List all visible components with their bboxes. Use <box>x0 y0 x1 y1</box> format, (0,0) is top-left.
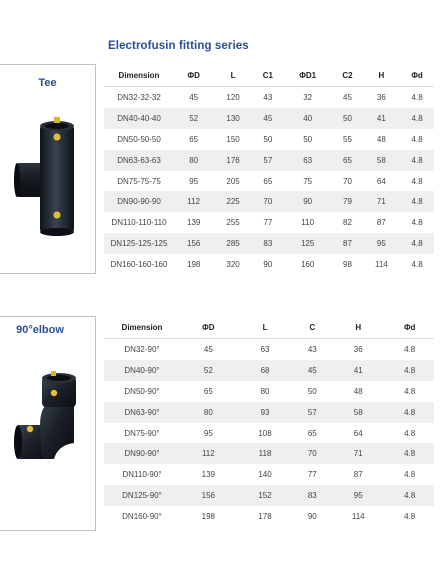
value-cell: 4.8 <box>400 171 434 192</box>
dimension-cell: DN125-125-125 <box>104 233 174 254</box>
tee-header-row <box>104 64 434 87</box>
column-header: Dimension <box>104 316 180 339</box>
dimension-cell: DN63-90° <box>104 402 180 423</box>
dimension-cell: DN32-90° <box>104 339 180 360</box>
elbow-header-row <box>104 316 434 339</box>
value-cell: 156 <box>174 233 213 254</box>
value-cell: 64 <box>363 171 401 192</box>
value-cell: 152 <box>237 485 294 506</box>
value-cell: 4.8 <box>385 464 434 485</box>
value-cell: 82 <box>332 212 362 233</box>
column-header: Φd <box>400 64 434 87</box>
value-cell: 65 <box>293 423 331 444</box>
dimension-cell: DN40-90° <box>104 360 180 381</box>
page-title: Electrofusin fitting series <box>108 40 249 52</box>
value-cell: 178 <box>237 506 294 527</box>
table-row <box>104 506 434 527</box>
value-cell: 4.8 <box>385 506 434 527</box>
value-cell: 4.8 <box>385 423 434 444</box>
value-cell: 52 <box>174 108 213 129</box>
value-cell: 70 <box>293 443 331 464</box>
column-header: ΦD1 <box>283 64 333 87</box>
dimension-cell: DN63-63-63 <box>104 150 174 171</box>
value-cell: 205 <box>213 171 252 192</box>
value-cell: 95 <box>363 233 401 254</box>
value-cell: 4.8 <box>400 129 434 150</box>
value-cell: 80 <box>180 402 237 423</box>
dimension-cell: DN125-90° <box>104 485 180 506</box>
value-cell: 198 <box>174 254 213 275</box>
elbow-panel <box>0 316 96 531</box>
table-row <box>104 360 434 381</box>
value-cell: 320 <box>213 254 252 275</box>
tee-panel <box>0 64 96 274</box>
column-header: H <box>363 64 401 87</box>
value-cell: 63 <box>237 339 294 360</box>
value-cell: 110 <box>283 212 333 233</box>
value-cell: 45 <box>253 108 283 129</box>
value-cell: 50 <box>293 381 331 402</box>
value-cell: 79 <box>332 191 362 212</box>
value-cell: 70 <box>253 191 283 212</box>
value-cell: 4.8 <box>400 233 434 254</box>
column-header: C1 <box>253 64 283 87</box>
value-cell: 130 <box>213 108 252 129</box>
elbow-fitting-image <box>14 367 80 479</box>
value-cell: 285 <box>213 233 252 254</box>
value-cell: 36 <box>331 339 385 360</box>
value-cell: 70 <box>332 171 362 192</box>
column-header: L <box>213 64 252 87</box>
dimension-cell: DN90-90-90 <box>104 191 174 212</box>
table-row <box>104 233 434 254</box>
value-cell: 93 <box>237 402 294 423</box>
dimension-cell: DN32-32-32 <box>104 87 174 108</box>
value-cell: 43 <box>253 87 283 108</box>
value-cell: 68 <box>237 360 294 381</box>
table-row <box>104 108 434 129</box>
value-cell: 4.8 <box>400 150 434 171</box>
value-cell: 48 <box>363 129 401 150</box>
table-row <box>104 402 434 423</box>
dimension-cell: DN40-40-40 <box>104 108 174 129</box>
value-cell: 139 <box>174 212 213 233</box>
value-cell: 90 <box>253 254 283 275</box>
value-cell: 255 <box>213 212 252 233</box>
value-cell: 4.8 <box>400 108 434 129</box>
table-row <box>104 87 434 108</box>
value-cell: 41 <box>331 360 385 381</box>
value-cell: 4.8 <box>400 191 434 212</box>
value-cell: 90 <box>293 506 331 527</box>
value-cell: 95 <box>174 171 213 192</box>
value-cell: 43 <box>293 339 331 360</box>
value-cell: 225 <box>213 191 252 212</box>
value-cell: 80 <box>237 381 294 402</box>
value-cell: 112 <box>180 443 237 464</box>
value-cell: 71 <box>331 443 385 464</box>
value-cell: 150 <box>213 129 252 150</box>
value-cell: 36 <box>363 87 401 108</box>
value-cell: 98 <box>332 254 362 275</box>
value-cell: 77 <box>253 212 283 233</box>
value-cell: 41 <box>363 108 401 129</box>
value-cell: 83 <box>293 485 331 506</box>
value-cell: 95 <box>331 485 385 506</box>
value-cell: 4.8 <box>385 339 434 360</box>
value-cell: 58 <box>363 150 401 171</box>
column-header: L <box>237 316 294 339</box>
value-cell: 77 <box>293 464 331 485</box>
value-cell: 140 <box>237 464 294 485</box>
value-cell: 125 <box>283 233 333 254</box>
value-cell: 120 <box>213 87 252 108</box>
value-cell: 4.8 <box>385 443 434 464</box>
dimension-cell: DN90-90° <box>104 443 180 464</box>
value-cell: 45 <box>174 87 213 108</box>
dimension-cell: DN50-90° <box>104 381 180 402</box>
value-cell: 57 <box>293 402 331 423</box>
value-cell: 114 <box>331 506 385 527</box>
value-cell: 65 <box>253 171 283 192</box>
table-row <box>104 171 434 192</box>
value-cell: 50 <box>332 108 362 129</box>
dimension-cell: DN75-90° <box>104 423 180 444</box>
table-row <box>104 191 434 212</box>
value-cell: 48 <box>331 381 385 402</box>
value-cell: 50 <box>253 129 283 150</box>
value-cell: 95 <box>180 423 237 444</box>
table-row <box>104 443 434 464</box>
tee-spec-table <box>104 64 434 275</box>
column-header: C <box>293 316 331 339</box>
value-cell: 118 <box>237 443 294 464</box>
value-cell: 57 <box>253 150 283 171</box>
value-cell: 87 <box>363 212 401 233</box>
dimension-cell: DN50-50-50 <box>104 129 174 150</box>
value-cell: 4.8 <box>385 381 434 402</box>
table-row <box>104 381 434 402</box>
value-cell: 45 <box>332 87 362 108</box>
value-cell: 4.8 <box>400 212 434 233</box>
value-cell: 87 <box>331 464 385 485</box>
value-cell: 45 <box>180 339 237 360</box>
value-cell: 139 <box>180 464 237 485</box>
table-row <box>104 423 434 444</box>
dimension-cell: DN75-75-75 <box>104 171 174 192</box>
column-header: ΦD <box>174 64 213 87</box>
column-header: H <box>331 316 385 339</box>
value-cell: 65 <box>332 150 362 171</box>
value-cell: 4.8 <box>385 360 434 381</box>
value-cell: 4.8 <box>400 254 434 275</box>
value-cell: 198 <box>180 506 237 527</box>
tee-label: Tee <box>38 77 57 89</box>
value-cell: 176 <box>213 150 252 171</box>
value-cell: 65 <box>174 129 213 150</box>
table-row <box>104 212 434 233</box>
value-cell: 71 <box>363 191 401 212</box>
value-cell: 58 <box>331 402 385 423</box>
value-cell: 40 <box>283 108 333 129</box>
value-cell: 50 <box>283 129 333 150</box>
value-cell: 156 <box>180 485 237 506</box>
value-cell: 55 <box>332 129 362 150</box>
tee-fitting-image <box>14 105 84 245</box>
table-row <box>104 254 434 275</box>
value-cell: 63 <box>283 150 333 171</box>
value-cell: 4.8 <box>385 402 434 423</box>
elbow-label: 90°elbow <box>16 324 64 336</box>
value-cell: 45 <box>293 360 331 381</box>
value-cell: 64 <box>331 423 385 444</box>
dimension-cell: DN160-90° <box>104 506 180 527</box>
dimension-cell: DN110-90° <box>104 464 180 485</box>
table-row <box>104 464 434 485</box>
value-cell: 112 <box>174 191 213 212</box>
column-header: Dimension <box>104 64 174 87</box>
table-row <box>104 339 434 360</box>
table-row <box>104 129 434 150</box>
value-cell: 75 <box>283 171 333 192</box>
value-cell: 4.8 <box>385 485 434 506</box>
value-cell: 32 <box>283 87 333 108</box>
value-cell: 90 <box>283 191 333 212</box>
column-header: Φd <box>385 316 434 339</box>
value-cell: 83 <box>253 233 283 254</box>
value-cell: 160 <box>283 254 333 275</box>
value-cell: 87 <box>332 233 362 254</box>
value-cell: 114 <box>363 254 401 275</box>
table-row <box>104 485 434 506</box>
column-header: ΦD <box>180 316 237 339</box>
dimension-cell: DN110-110-110 <box>104 212 174 233</box>
column-header: C2 <box>332 64 362 87</box>
table-row <box>104 150 434 171</box>
value-cell: 80 <box>174 150 213 171</box>
value-cell: 108 <box>237 423 294 444</box>
value-cell: 4.8 <box>400 87 434 108</box>
dimension-cell: DN160-160-160 <box>104 254 174 275</box>
value-cell: 65 <box>180 381 237 402</box>
value-cell: 52 <box>180 360 237 381</box>
elbow-spec-table <box>104 316 434 527</box>
